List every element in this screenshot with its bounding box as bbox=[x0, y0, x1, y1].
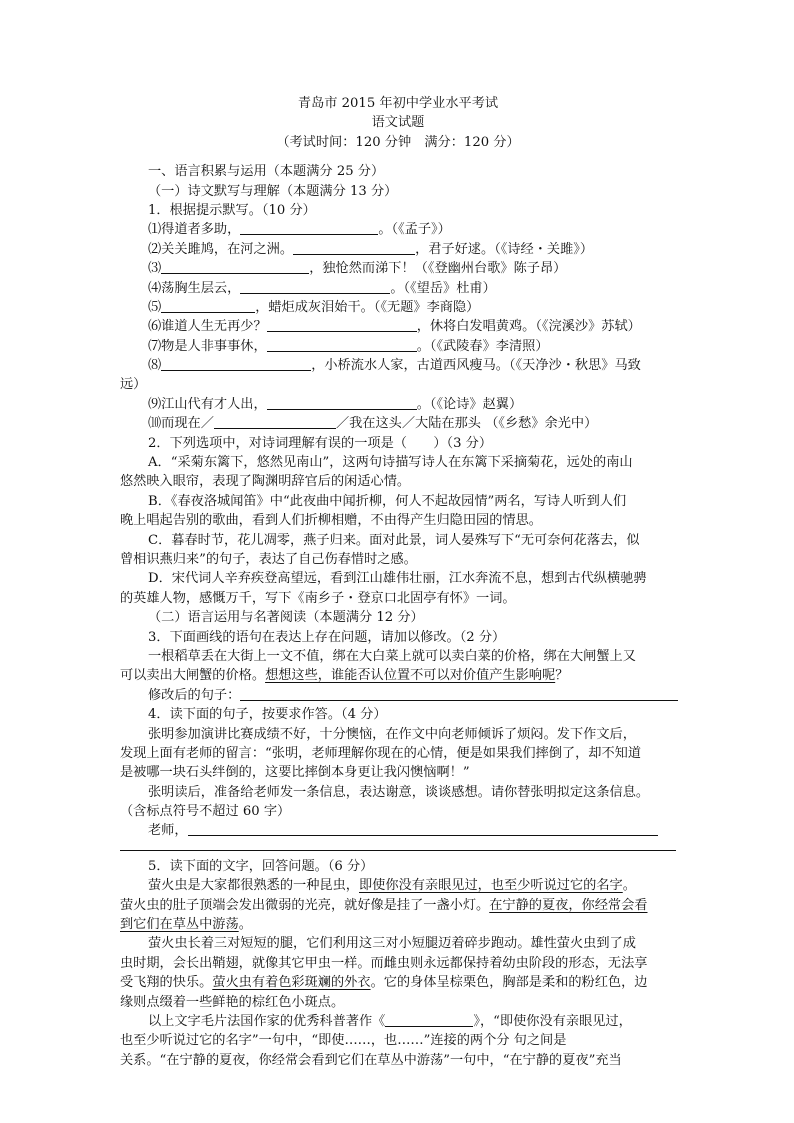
q5-text: 》，“即使你没有亲眼见过， bbox=[473, 1013, 632, 1029]
answer-blank[interactable] bbox=[240, 279, 390, 294]
q1-item-text: ⑴得道者多助， bbox=[148, 222, 241, 238]
q3-text: 一根稻草丢在大街上一文不值，绑在大白菜上就可以卖白菜的价格，绑在大闸蟹上又 bbox=[148, 648, 636, 664]
answer-blank[interactable] bbox=[240, 686, 678, 701]
q4-answer-label: 老师， bbox=[148, 823, 188, 839]
answer-blank[interactable] bbox=[385, 1012, 473, 1027]
q2-option-a: A．“采菊东篱下，悠然见南山”，这两句诗描写诗人在东篱下采摘菊花，远处的南山 bbox=[148, 455, 633, 471]
q1-item-text: ⑼江山代有才人出， bbox=[148, 396, 267, 412]
q2-option-c: C．暮春时节，花儿凋零，燕子归来。面对此景，词人晏殊写下“无可奈何花落去，似 bbox=[148, 532, 640, 548]
q1-item-text: ⑸ bbox=[148, 299, 162, 315]
q1-item-text: ⑽而现在／ bbox=[148, 416, 214, 432]
q4-text-4: 张明读后，准备给老师发一条信息，表达谢意，谈谈感想。请你替张明拟定这条信息。 bbox=[148, 784, 650, 800]
q1-item-text: ，蜡炬成灰泪始干。（《无题》李商隐） bbox=[255, 299, 480, 315]
q5-para2-line2: 虫时期，会长出鞘翅，就像其它甲虫一样。而雌虫则永远都保持着幼虫阶段的形态，无法享 bbox=[120, 955, 648, 971]
answer-blank[interactable] bbox=[188, 821, 658, 836]
q5-para1-line3 bbox=[120, 915, 676, 934]
q1-item-3 bbox=[120, 259, 676, 278]
q1-item-text: 。（《论诗》赵翼） bbox=[416, 396, 523, 412]
q3-text-cont bbox=[120, 666, 676, 685]
q4-answer-line bbox=[120, 821, 676, 840]
q5-para2-line4: 缘则点缀着一些鲜艳的棕红色小斑点。 bbox=[120, 994, 345, 1010]
q2-title: 2．下列选项中，对诗词理解有误的一项是（ ）（3 分） bbox=[148, 435, 493, 451]
q5-para2-line3 bbox=[120, 973, 676, 992]
q1-item-text: ⑻ bbox=[148, 358, 162, 374]
answer-blank[interactable] bbox=[214, 414, 336, 429]
q2-option-b-cont: 晚上唱起告别的歌曲，看到人们折柳相赠，不由得产生归隐田园的情思。 bbox=[120, 513, 542, 529]
q1-item-text: ⑺物是人非事事休， bbox=[148, 338, 267, 354]
q5-title: 5．读下面的文字，回答问题。（6 分） bbox=[148, 858, 374, 874]
q2-option-d-cont: 的英雄人物，感慨万千，写下《南乡子・登京口北固亭有怀》一词。 bbox=[120, 590, 516, 606]
answer-blank[interactable] bbox=[267, 317, 417, 332]
q3-answer-line bbox=[120, 686, 676, 705]
q4-title: 4．读下面的句子，按要求作答。（4 分） bbox=[148, 707, 387, 723]
q1-item-text: ⑷荡胸生层云， bbox=[148, 280, 241, 296]
q1-item-text: ，君子好逑。（《诗经・关雎》） bbox=[415, 241, 594, 257]
q2-option-a-cont: 悠然映入眼帘，表现了陶渊明辞官后的闲适心情。 bbox=[120, 474, 411, 490]
q5-text: 。它的身体呈棕栗色，胸部是柔和的粉红色，边 bbox=[370, 975, 648, 991]
q1-item-text: 。（《望岳》杜甫） bbox=[390, 280, 496, 296]
q1-item-1 bbox=[120, 220, 676, 239]
q5-para3-line3: 关系。“在宁静的夏夜，你经常会看到它们在草丛中游荡”一句中，“在宁静的夏夜”充当 bbox=[120, 1052, 622, 1068]
q4-text-1: 张明参加演讲比赛成绩不好，十分懊恼，在作文中向老师倾诉了烦闷。发下作文后， bbox=[148, 726, 636, 742]
q1-item-4 bbox=[120, 279, 676, 298]
part2-heading: （二）语言运用与名著阅读（本题满分 12 分） bbox=[148, 610, 424, 626]
q1-item-9 bbox=[120, 395, 676, 414]
q1-item-text: 。（《孟子》） bbox=[378, 222, 451, 238]
q5-text: 。 bbox=[238, 917, 252, 933]
q4-text-3: 是被哪一块石头绊倒的，这要比摔倒本身更让我闪懊恼啊！” bbox=[120, 765, 470, 781]
q1-item-6 bbox=[120, 317, 676, 336]
exam-title: 青岛市 2015 年初中学业水平考试 bbox=[297, 96, 499, 111]
answer-blank[interactable] bbox=[267, 395, 417, 410]
q5-text: 。 bbox=[622, 878, 636, 894]
q1-item-text: ／我在这头／大陆在那头 （《乡愁》余光中） bbox=[335, 416, 598, 432]
q1-item-2 bbox=[120, 240, 676, 259]
q5-para1-line2 bbox=[120, 896, 676, 915]
exam-time-note: （考试时间：120 分钟 满分：120 分） bbox=[276, 134, 520, 150]
q1-item-7 bbox=[120, 337, 676, 356]
spacer bbox=[120, 152, 676, 162]
q2-option-c-cont: 曾相识燕归来”的句子，表达了自己伤春惜时之感。 bbox=[120, 551, 417, 567]
answer-blank[interactable] bbox=[161, 259, 309, 274]
q1-item-text: ，独怆然而涕下！（《登幽州台歌》陈子昂） bbox=[309, 261, 567, 277]
q1-item-8 bbox=[120, 356, 676, 375]
q1-item-text: ，小桥流水人家，古道西风瘦马。（《天净沙・秋思》马致 bbox=[311, 358, 641, 374]
q3-underlined-sentence: 想想这些，谁能否认位置不可以对价值产生影响呢 bbox=[265, 668, 556, 684]
q5-underlined-text: 即使你没有亲眼见过，也至少听说过它的名字 bbox=[359, 878, 623, 894]
q5-para3-line2: 也至少听说过它的名字”一句中，“即使……，也……”连接的两个分 句之间是 bbox=[120, 1033, 567, 1049]
q1-item-5 bbox=[120, 298, 676, 317]
q5-text: 受飞翔的快乐。 bbox=[120, 975, 213, 991]
q3-text-end: ？ bbox=[555, 668, 569, 684]
q1-item-text: ⑶ bbox=[148, 261, 162, 277]
q5-para1-line1 bbox=[120, 876, 676, 895]
q1-title: 1．根据提示默写。（10 分） bbox=[148, 202, 316, 218]
q5-underlined-text: 到它们在草丛中游荡 bbox=[120, 917, 239, 933]
q5-text: 萤火虫是大家都很熟悉的一种昆虫， bbox=[148, 878, 359, 894]
q2-option-d: D．宋代词人辛弃疾登高望远，看到江山雄伟壮丽，江水奔流不息，想到古代纵横驰骋 bbox=[148, 571, 647, 587]
q3-title: 3．下面画线的语句在表达上存在问题，请加以修改。（2 分） bbox=[148, 629, 506, 645]
q1-item-10 bbox=[120, 414, 676, 433]
exam-page bbox=[120, 94, 676, 1070]
q4-text-2: 发现上面有老师的留言：“张明，老师理解你现在的心情，便是如果我们摔倒了，却不知道 bbox=[120, 745, 642, 761]
q1-item-text: 。（《武陵春》李清照） bbox=[416, 338, 549, 354]
q5-underlined-text: 在宁静的夏夜，你经常会看 bbox=[489, 897, 648, 913]
answer-blank[interactable] bbox=[161, 356, 311, 371]
q5-para2-line1: 萤火虫长着三对短短的腿，它们利用这三对小短腿迈着碎步跑动。雄性萤火虫到了成 bbox=[148, 936, 636, 952]
q3-answer-label: 修改后的句子： bbox=[148, 687, 241, 703]
exam-subtitle: 语文试题 bbox=[371, 115, 425, 131]
q4-answer-line-2[interactable] bbox=[120, 849, 676, 851]
q5-text: 萤火虫的肚子顶端会发出微弱的光亮，就好像是挂了一盏小灯。 bbox=[120, 897, 490, 913]
section-heading: 一、语言积累与运用（本题满分 25 分） bbox=[148, 164, 385, 180]
answer-blank[interactable] bbox=[267, 337, 417, 352]
q1-item-text: ⑵关关雎鸠，在河之洲。 bbox=[148, 241, 294, 257]
q1-item-text: ⑹谁道人生无再少？ bbox=[148, 319, 267, 335]
part1-heading: （一）诗文默写与理解（本题满分 13 分） bbox=[148, 183, 398, 199]
q2-option-b: B．《春夜洛城闻笛》中“此夜曲中闻折柳，何人不起故园情”两名，写诗人听到人们 bbox=[148, 493, 627, 509]
q1-item-8-wrap: 远） bbox=[120, 377, 147, 393]
q5-para3-line1 bbox=[120, 1012, 676, 1031]
q5-text: 以上文字毛片法国作家的优秀科普著作《 bbox=[148, 1013, 386, 1029]
q4-text-5: （含标点符号不超过 60 字） bbox=[120, 804, 291, 820]
answer-blank[interactable] bbox=[240, 220, 378, 235]
answer-blank[interactable] bbox=[293, 240, 415, 255]
q3-text-plain: 可以卖出大闸蟹的价格。 bbox=[120, 668, 266, 684]
q5-underlined-text: 萤火虫有着色彩斑斓的外衣 bbox=[212, 975, 371, 991]
q1-item-text: ，休将白发唱黄鸡。（《浣溪沙》苏轼） bbox=[416, 319, 641, 335]
answer-blank[interactable] bbox=[161, 298, 255, 313]
